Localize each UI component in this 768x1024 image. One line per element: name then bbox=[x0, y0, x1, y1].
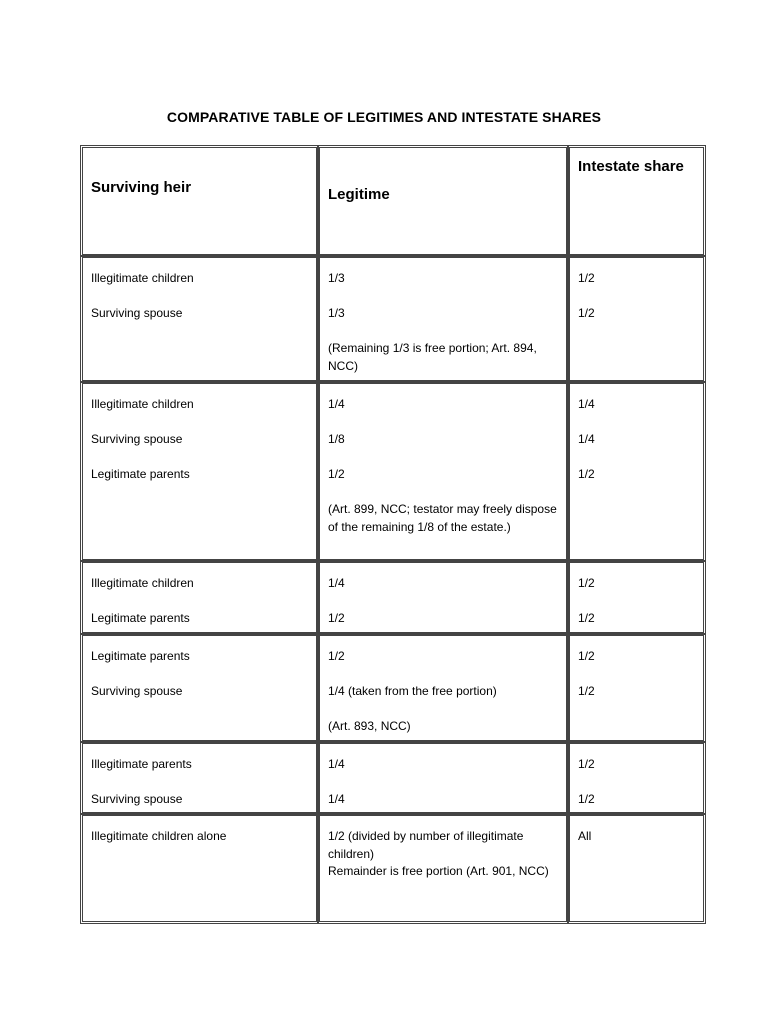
legitime-line: 1/2 bbox=[328, 611, 345, 625]
table-cell-heirs bbox=[80, 633, 319, 743]
heirs-line: Illegitimate children bbox=[91, 397, 194, 411]
legitime-line: 1/2 (divided by number of illegitimate children) bbox=[328, 829, 524, 861]
intestate-line: 1/2 bbox=[578, 271, 595, 285]
intestate-line: 1/2 bbox=[578, 467, 595, 481]
table-cell-heirs bbox=[80, 813, 319, 924]
table-cell-intestate bbox=[567, 741, 706, 815]
intestate-line: 1/2 bbox=[578, 649, 595, 663]
legitime-line: 1/4 bbox=[328, 576, 345, 590]
heirs-line: Surviving spouse bbox=[91, 306, 183, 320]
table-cell-intestate bbox=[567, 560, 706, 635]
intestate-line: 1/4 bbox=[578, 397, 595, 411]
legitime-line: 1/4 (taken from the free portion) bbox=[328, 684, 497, 698]
table-cell-intestate bbox=[567, 381, 706, 562]
legitime-line: 1/3 bbox=[328, 271, 345, 285]
legitime-line: 1/4 bbox=[328, 397, 345, 411]
table-cell-legitime bbox=[317, 560, 569, 635]
header-legitime: Legitime bbox=[328, 186, 390, 203]
intestate-line: 1/2 bbox=[578, 757, 595, 771]
table-cell-legitime bbox=[317, 813, 569, 924]
table-cell-intestate bbox=[567, 255, 706, 383]
heirs-line: Surviving spouse bbox=[91, 792, 183, 806]
table-cell-legitime bbox=[317, 741, 569, 815]
heirs-line: Legitimate parents bbox=[91, 649, 190, 663]
header-cell-legitime bbox=[317, 145, 569, 257]
intestate-line: 1/2 bbox=[578, 611, 595, 625]
header-intestate: Intestate share bbox=[578, 158, 684, 175]
intestate-line: 1/2 bbox=[578, 684, 595, 698]
table-cell-legitime bbox=[317, 255, 569, 383]
table-cell-legitime bbox=[317, 381, 569, 562]
intestate-line: 1/2 bbox=[578, 576, 595, 590]
table-cell-heirs bbox=[80, 741, 319, 815]
table-cell-intestate bbox=[567, 813, 706, 924]
legitime-line: 1/8 bbox=[328, 432, 345, 446]
table-cell-heirs bbox=[80, 255, 319, 383]
intestate-line: 1/4 bbox=[578, 432, 595, 446]
legitime-line: (Art. 899, NCC; testator may freely dispose of the remaining 1/8 of the estate.) bbox=[328, 502, 557, 534]
legitime-line: 1/2 bbox=[328, 467, 345, 481]
intestate-line: 1/2 bbox=[578, 792, 595, 806]
document-title: COMPARATIVE TABLE OF LEGITIMES AND INTESTATE SHARES bbox=[166, 109, 602, 125]
heirs-line: Legitimate parents bbox=[91, 467, 190, 481]
legitime-line: Remainder is free portion (Art. 901, NCC) bbox=[328, 864, 549, 878]
header-heir: Surviving heir bbox=[91, 179, 192, 196]
heirs-line: Surviving spouse bbox=[91, 432, 183, 446]
table-cell-legitime bbox=[317, 633, 569, 743]
heirs-line: Illegitimate children bbox=[91, 271, 194, 285]
legitime-line: 1/4 bbox=[328, 792, 345, 806]
header-cell-heir bbox=[80, 145, 319, 257]
heirs-line: Surviving spouse bbox=[91, 684, 183, 698]
table-cell-heirs bbox=[80, 560, 319, 635]
table-cell-heirs bbox=[80, 381, 319, 562]
legitime-line: 1/3 bbox=[328, 306, 345, 320]
heirs-line: Illegitimate parents bbox=[91, 757, 192, 771]
header-cell-intestate bbox=[567, 145, 706, 257]
legitime-line: 1/4 bbox=[328, 757, 345, 771]
heirs-line: Legitimate parents bbox=[91, 611, 190, 625]
legitime-line: 1/2 bbox=[328, 649, 345, 663]
legitime-line: (Remaining 1/3 is free portion; Art. 894, NCC) bbox=[328, 341, 537, 373]
intestate-line: All bbox=[578, 829, 592, 843]
legitime-line: (Art. 893, NCC) bbox=[328, 719, 411, 733]
heirs-line: Illegitimate children bbox=[91, 576, 194, 590]
heirs-line: Illegitimate children alone bbox=[91, 829, 227, 843]
intestate-line: 1/2 bbox=[578, 306, 595, 320]
table-cell-intestate bbox=[567, 633, 706, 743]
